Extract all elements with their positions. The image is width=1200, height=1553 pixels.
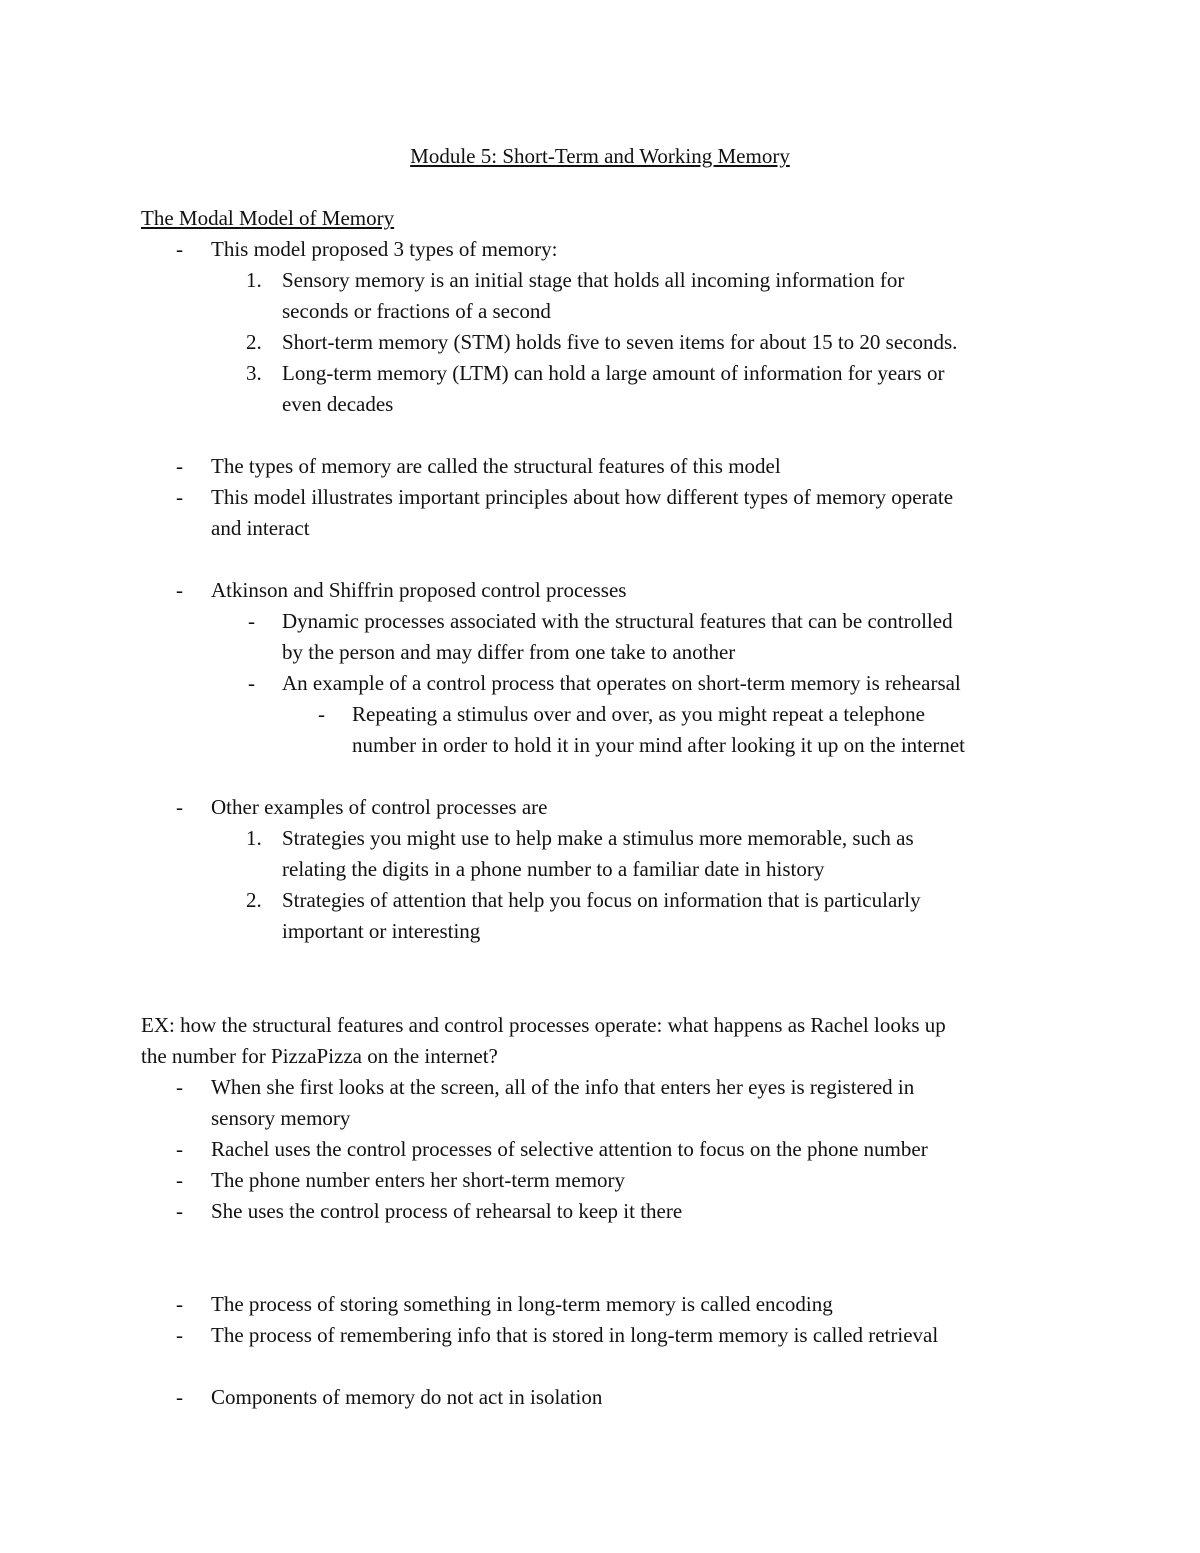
bullet-text: The phone number enters her short-term memory	[211, 1168, 626, 1192]
document-title: Module 5: Short-Term and Working Memory	[410, 144, 790, 168]
list-number: 1.	[246, 826, 262, 850]
sub-bullet-dash: -	[248, 671, 255, 695]
list-item-text: Strategies of attention that help you focus on information that is particularly	[282, 888, 921, 912]
bullet-text: When she first looks at the screen, all of the info that enters her eyes is registered in	[211, 1075, 915, 1099]
bullet-dash: -	[176, 237, 183, 261]
list-number: 2.	[246, 888, 262, 912]
bullet-text: This model proposed 3 types of memory:	[211, 237, 558, 261]
bullet-text: This model illustrates important principles about how different types of memory operate	[211, 485, 954, 509]
list-number: 3.	[246, 361, 262, 385]
list-number: 2.	[246, 330, 262, 354]
example-paragraph: the number for PizzaPizza on the internet?	[141, 1044, 498, 1068]
list-item-text: important or interesting	[282, 919, 481, 943]
bullet-dash: -	[176, 1168, 183, 1192]
list-item-text: Sensory memory is an initial stage that holds all incoming information for	[282, 268, 905, 292]
bullet-text: Rachel uses the control processes of selective attention to focus on the phone number	[211, 1137, 928, 1161]
list-item-text: Short-term memory (STM) holds five to seven items for about 15 to 20 seconds.	[282, 330, 958, 354]
bullet-text: The types of memory are called the structural features of this model	[211, 454, 781, 478]
example-paragraph: EX: how the structural features and control processes operate: what happens as Rachel looks up	[141, 1013, 946, 1037]
sub-bullet-text: An example of a control process that operates on short-term memory is rehearsal	[282, 671, 961, 695]
bullet-text: sensory memory	[211, 1106, 351, 1130]
bullet-dash: -	[176, 454, 183, 478]
bullet-text: Components of memory do not act in isolation	[211, 1385, 603, 1409]
bullet-text: Atkinson and Shiffrin proposed control processes	[211, 578, 627, 602]
bullet-text: The process of storing something in long-term memory is called encoding	[211, 1292, 833, 1316]
bullet-dash: -	[176, 1199, 183, 1223]
bullet-dash: -	[176, 485, 183, 509]
list-number: 1.	[246, 268, 262, 292]
bullet-text: The process of remembering info that is stored in long-term memory is called retrieval	[211, 1323, 939, 1347]
sub-bullet-dash: -	[248, 609, 255, 633]
section-heading: The Modal Model of Memory	[141, 206, 395, 230]
bullet-dash: -	[176, 1323, 183, 1347]
sub-bullet-text: Dynamic processes associated with the structural features that can be controlled	[282, 609, 953, 633]
bullet-dash: -	[176, 795, 183, 819]
sub-sub-bullet-text: number in order to hold it in your mind after looking it up on the internet	[352, 733, 965, 757]
list-item-text: Long-term memory (LTM) can hold a large amount of information for years or	[282, 361, 945, 385]
bullet-text: and interact	[211, 516, 310, 540]
bullet-dash: -	[176, 578, 183, 602]
bullet-dash: -	[176, 1385, 183, 1409]
bullet-dash: -	[176, 1075, 183, 1099]
list-item-text: seconds or fractions of a second	[282, 299, 551, 323]
bullet-dash: -	[176, 1292, 183, 1316]
sub-bullet-text: by the person and may differ from one take to another	[282, 640, 736, 664]
bullet-text: Other examples of control processes are	[211, 795, 548, 819]
bullet-dash: -	[176, 1137, 183, 1161]
list-item-text: Strategies you might use to help make a stimulus more memorable, such as	[282, 826, 914, 850]
list-item-text: relating the digits in a phone number to a familiar date in history	[282, 857, 825, 881]
sub-sub-bullet-dash: -	[318, 702, 325, 726]
list-item-text: even decades	[282, 392, 394, 416]
bullet-text: She uses the control process of rehearsal to keep it there	[211, 1199, 683, 1223]
sub-sub-bullet-text: Repeating a stimulus over and over, as you might repeat a telephone	[352, 702, 925, 726]
